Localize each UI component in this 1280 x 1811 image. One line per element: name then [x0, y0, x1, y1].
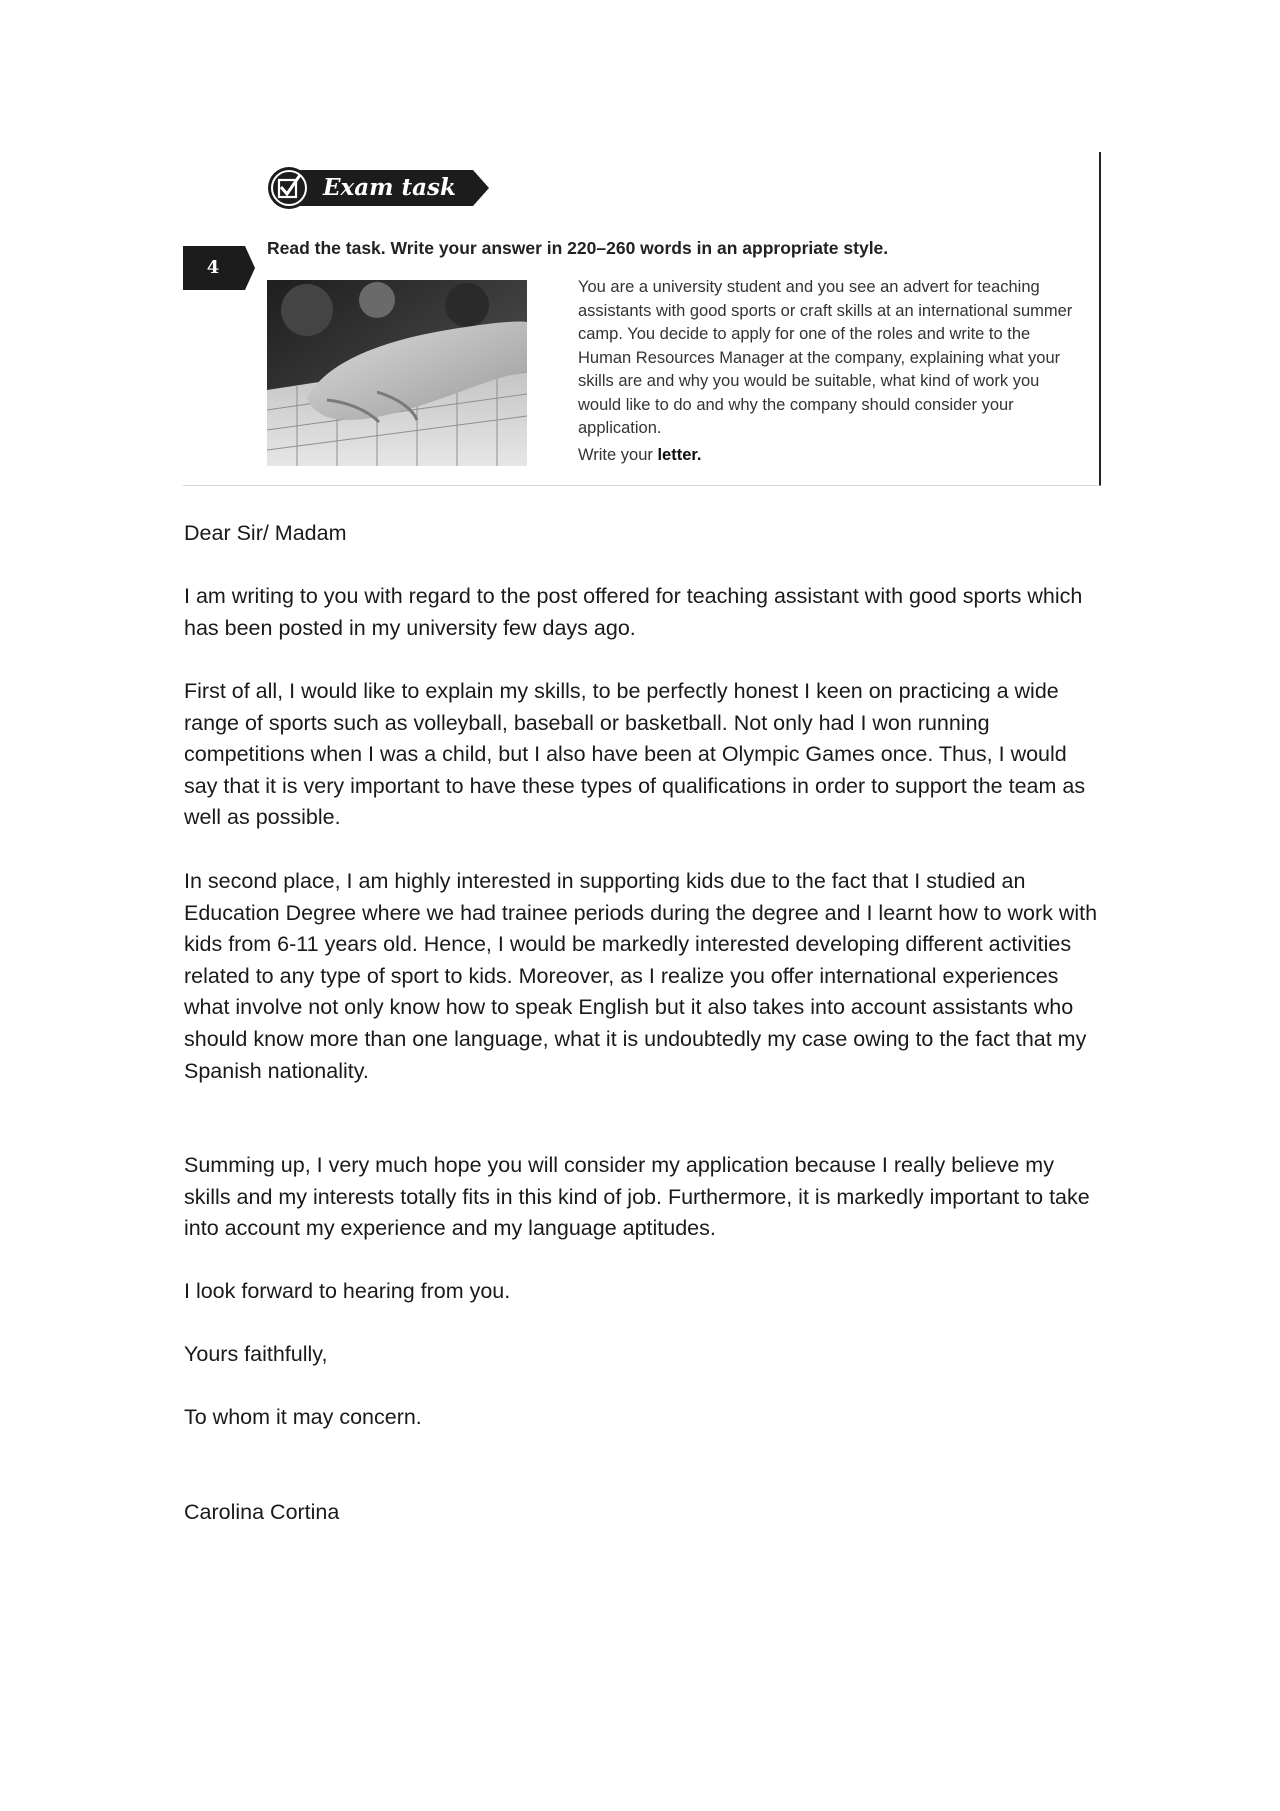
- letter-paragraph: First of all, I would like to explain my skills, to be perfectly honest I keen on practicing a wide range of sports such as volleyball, baseball or basketball. Not only had I won running competitions when I was a child, but I also have been at Olympic Games once. Thus, I would say that it is very important to have these types of qualifications in order to support the team as well as possible.: [184, 679, 1086, 830]
- letter-signature: Carolina Cortina: [184, 1500, 340, 1524]
- task-number: 4: [206, 257, 220, 278]
- letter-sign-off: Yours faithfully,: [184, 1342, 328, 1366]
- task-instruction: Read the task. Write your answer in 220–260 words in an appropriate style.: [267, 238, 889, 258]
- task-number-badge: [183, 246, 255, 290]
- exam-task-box: [183, 152, 1101, 486]
- letter-paragraph: I am writing to you with regard to the post offered for teaching assistant with good sports which has been posted in my university few days ago.: [184, 584, 1083, 640]
- task-prompt: You are a university student and you see an advert for teaching assistants with good sports or craft skills at an international summer camp. You decide to apply for one of the roles and write to the Human Resources Manager at the company, explaining what your skills are and why you would be suitable, what kind of work you would like to do and why the company should consider your application.: [578, 278, 1073, 437]
- task-write-emphasis: letter.: [657, 446, 702, 464]
- task-write-instruction: [578, 446, 702, 465]
- checkbox-tick-icon: [267, 166, 311, 210]
- letter-paragraph: In second place, I am highly interested in supporting kids due to the fact that I studied an Education Degree where we had trainee periods during the degree and I learnt how to work with kids from 6-11 years old. Hence, I would be markedly interested developing different activities related to any type of sport to kids. Moreover, as I realize you offer international experiences what involve not only know how to speak English but it also takes into account assistants who should know more than one language, what it is undoubtedly my case owing to the fact that my Spanish nationality.: [184, 869, 1098, 1083]
- keyboard-typing-photo: [267, 280, 527, 466]
- letter-closing-line: I look forward to hearing from you.: [184, 1279, 511, 1303]
- exam-task-title: Exam task: [323, 174, 456, 201]
- letter-paragraph: Summing up, I very much hope you will consider my application because I really believe my skills and my interests totally fits in this kind of job. Furthermore, it is markedly important to take into account my experience and my language aptitudes.: [184, 1153, 1090, 1241]
- task-write-prefix: Write your: [578, 446, 658, 464]
- exam-task-banner: [267, 166, 491, 210]
- letter-addressee-line: To whom it may concern.: [184, 1405, 422, 1429]
- letter-salutation: Dear Sir/ Madam: [184, 521, 347, 545]
